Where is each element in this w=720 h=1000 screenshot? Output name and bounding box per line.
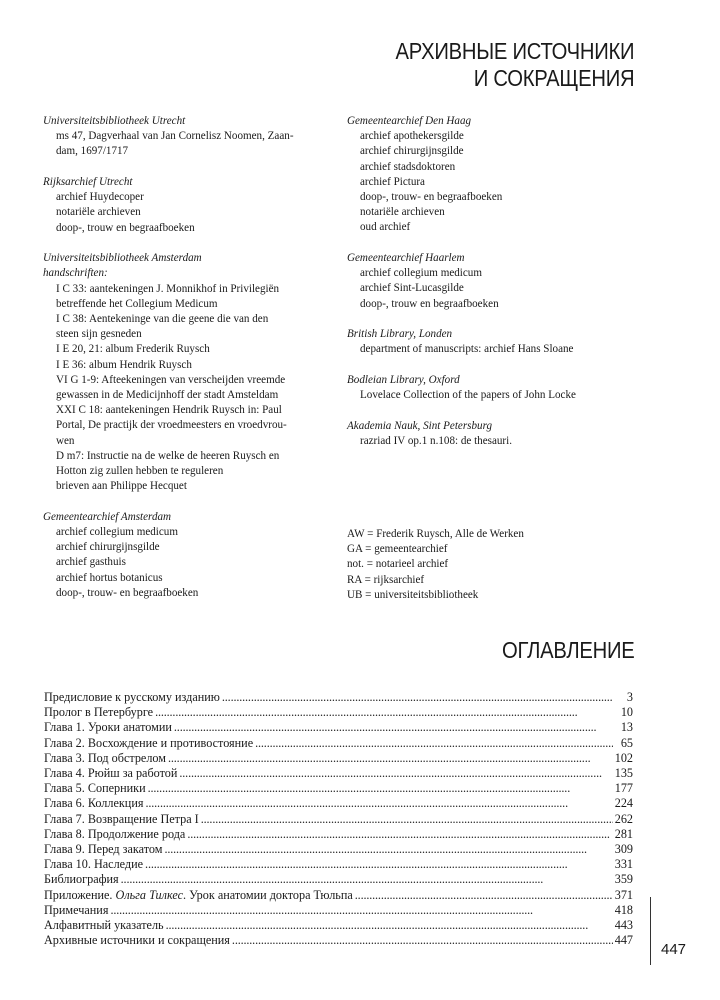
- archive-group-title: Rijksarchief Utrecht: [43, 176, 133, 188]
- toc-entry-title: Примечания: [44, 902, 109, 917]
- toc-leader-dots: [172, 720, 613, 735]
- toc-entry[interactable]: [44, 796, 633, 811]
- toc-entry-page: 13: [620, 720, 633, 735]
- toc-entry-page: 224: [614, 796, 633, 811]
- toc-leader-dots: [177, 766, 613, 781]
- toc-heading: ОГЛАВЛЕНИЕ: [501, 637, 634, 663]
- archive-item: I E 20, 21: album Frederik Ruysch: [56, 343, 210, 356]
- abbreviation: GA = gemeentearchief: [347, 543, 448, 556]
- archive-group-title: Universiteitsbibliotheek Amsterdam: [43, 252, 202, 265]
- archive-item: oud archief: [360, 221, 411, 234]
- archive-group-title: Universiteitsbibliotheek Utrecht: [43, 115, 186, 127]
- archive-group-british-library: [347, 327, 647, 357]
- toc-leader-dots: [153, 705, 613, 720]
- archive-group-akademia-nauk: [347, 419, 647, 449]
- archive-item: VI G 1-9: Afteekeningen van verscheijden vreemde: [56, 373, 286, 386]
- toc-entry-page: 371: [614, 887, 633, 902]
- toc-entry-title: Библиография: [44, 872, 119, 887]
- archive-group-title: British Library, Londen: [347, 328, 453, 341]
- archive-item: doop-, trouw en begraafboeken: [56, 221, 195, 234]
- archives-left-column: [43, 114, 343, 601]
- toc-leader-dots: [353, 888, 613, 903]
- toc-leader-dots: [253, 736, 613, 751]
- archive-item: brieven aan Philippe Hecquet: [56, 480, 187, 493]
- toc-entry[interactable]: [44, 857, 633, 872]
- archive-item: doop-, trouw en begraafboeken: [360, 297, 499, 310]
- archive-item: I E 36: album Hendrik Ruysch: [56, 358, 192, 371]
- toc-entry-title: Глава 8. Продолжение рода: [44, 826, 186, 841]
- archive-item: XXI C 18: aantekeningen Hendrik Ruysch in: Paul: [56, 404, 282, 417]
- archive-item: ms 47, Dagverhaal van Jan Cornelisz Noomen, Zaan-: [56, 130, 294, 143]
- archive-item: archief Sint-Lucasgilde: [360, 282, 464, 295]
- toc-entry-page: 309: [614, 842, 633, 857]
- toc-entry[interactable]: [44, 690, 633, 705]
- toc-entry-title: Архивные источники и сокращения: [44, 933, 230, 948]
- abbreviation: not. = notarieel archief: [347, 558, 449, 571]
- toc-entry-title: Глава 5. Соперники: [44, 781, 146, 796]
- toc-entry[interactable]: [44, 720, 633, 735]
- archive-item: D m7: Instructie na de welke de heeren Ruysch en: [56, 449, 280, 462]
- toc-entry-title: Алфавитный указатель: [44, 918, 164, 933]
- toc-leader-dots: [143, 857, 613, 872]
- archive-item: archief Pictura: [360, 175, 425, 188]
- abbreviation: AW = Frederik Ruysch, Alle de Werken: [347, 528, 524, 540]
- toc-entry-page: 359: [614, 872, 633, 887]
- toc-entry-page: 10: [620, 705, 633, 720]
- toc-entry-title-prefix: Приложение.: [44, 887, 116, 902]
- toc-entry-title: Предисловие к русскому изданию: [44, 690, 220, 704]
- toc-entry[interactable]: [44, 736, 633, 751]
- toc-entry[interactable]: [44, 705, 633, 720]
- archive-group-title: Gemeentearchief Haarlem: [347, 252, 465, 265]
- toc-entry-title: [44, 888, 353, 903]
- archive-group-ga-amsterdam: [43, 510, 343, 601]
- toc-entry-page: 443: [614, 918, 633, 933]
- toc-leader-dots: [230, 933, 613, 948]
- archive-item: archief collegium medicum: [56, 526, 178, 539]
- archive-item: archief collegium medicum: [360, 267, 482, 280]
- toc-leader-dots: [166, 751, 613, 766]
- abbreviations-list: [347, 527, 647, 603]
- archive-item: archief stadsdoktoren: [360, 160, 456, 173]
- toc-entry-title: Глава 2. Восхождение и противостояние: [44, 735, 254, 750]
- archive-group-title: Bodleian Library, Oxford: [347, 374, 460, 387]
- archive-group-subtitle: handschriften:: [43, 267, 108, 280]
- archive-group-ra-utrecht: [43, 175, 343, 236]
- archive-group-bodleian: [347, 373, 647, 403]
- toc-entry-page: 177: [614, 781, 633, 796]
- toc-entry-title: Глава 7. Возвращение Петра I: [44, 811, 199, 826]
- toc-entry[interactable]: [44, 918, 633, 933]
- toc-entry-author: Ольга Тилкес: [115, 887, 184, 902]
- toc-entry[interactable]: [44, 872, 633, 887]
- toc-entry[interactable]: [44, 751, 633, 766]
- archive-item: archief gasthuis: [56, 556, 126, 569]
- toc-entry-title-suffix: . Урок анатомии доктора Тюльпа: [183, 887, 353, 902]
- toc-entry[interactable]: [44, 781, 633, 796]
- archive-item: betreffende het Collegium Medicum: [56, 297, 218, 310]
- archive-item: Hotton zig zullen hebben te reguleren: [56, 465, 224, 478]
- page-number: 447: [661, 941, 687, 958]
- toc-entry-title: Глава 6. Коллекция: [44, 796, 144, 811]
- archives-right-column: [347, 114, 647, 449]
- archive-item: dam, 1697/1717: [56, 145, 129, 158]
- archive-item: doop-, trouw- en begraafboeken: [56, 586, 199, 599]
- archive-item: gewassen in de Medicijnhoff der stadt Amsteldam: [56, 389, 279, 402]
- toc-leader-dots: [164, 918, 613, 933]
- archive-group-title: Akademia Nauk, Sint Petersburg: [347, 419, 493, 432]
- archive-item: I C 33: aantekeningen J. Monnikhof in Privilegiën: [56, 282, 280, 295]
- archive-item: doop-, trouw- en begraafboeken: [360, 191, 503, 204]
- archive-group-ga-haarlem: [347, 251, 647, 312]
- archive-item: archief chirurgijnsgilde: [56, 541, 160, 554]
- archive-group-ub-amsterdam: [43, 251, 343, 494]
- toc-entry-page: 447: [614, 933, 633, 948]
- toc-leader-dots: [143, 796, 613, 811]
- archive-item: wen: [56, 434, 75, 447]
- archives-heading-line2: И СОКРАЩЕНИЯ: [473, 65, 634, 91]
- archive-group-ga-den-haag: [347, 114, 647, 236]
- toc-entry-title: Глава 9. Перед закатом: [44, 842, 163, 857]
- abbreviation: RA = rijksarchief: [347, 573, 425, 586]
- toc-entry[interactable]: [44, 827, 633, 842]
- toc-entry-title: Глава 1. Уроки анатомии: [44, 720, 172, 735]
- archive-item: steen sijn gesneden: [56, 328, 142, 341]
- archive-item: department of manuscripts: archief Hans Sloane: [360, 343, 574, 356]
- toc-entry[interactable]: [44, 812, 633, 827]
- archive-group-title: Gemeentearchief Den Haag: [347, 115, 472, 127]
- archive-group-title: Gemeentearchief Amsterdam: [43, 510, 172, 523]
- toc-leader-dots: [146, 781, 613, 796]
- archives-heading-line1: АРХИВНЫЕ ИСТОЧНИКИ: [395, 38, 634, 64]
- archive-group-ub-utrecht: [43, 114, 343, 160]
- page-number-rule: [650, 897, 651, 965]
- archive-item: notariële archieven: [360, 206, 445, 219]
- table-of-contents: [44, 690, 633, 948]
- archive-item: archief hortus botanicus: [56, 571, 163, 584]
- archives-heading: [395, 38, 634, 92]
- toc-entry-page: 102: [614, 750, 633, 765]
- toc-entry[interactable]: [44, 888, 633, 903]
- toc-leader-dots: [162, 842, 613, 857]
- toc-entry[interactable]: [44, 842, 633, 857]
- toc-entry[interactable]: [44, 933, 633, 948]
- toc-entry-page: 281: [614, 826, 633, 841]
- archive-item: notariële archieven: [56, 206, 141, 219]
- toc-leader-dots: [185, 827, 613, 842]
- archive-item: archief chirurgijnsgilde: [360, 145, 464, 158]
- toc-entry-title: Глава 3. Под обстрелом: [44, 750, 166, 765]
- toc-entry-page: 262: [614, 811, 633, 826]
- toc-leader-dots: [199, 812, 613, 827]
- archive-item: archief apothekersgilde: [360, 130, 464, 143]
- toc-entry-page: 135: [614, 766, 633, 781]
- toc-entry-page: 418: [614, 902, 633, 917]
- toc-leader-dots: [220, 690, 613, 705]
- toc-entry-page: 65: [620, 735, 633, 750]
- toc-entry-page: 331: [614, 857, 633, 872]
- archive-item: Lovelace Collection of the papers of John Locke: [360, 389, 576, 402]
- toc-entry-title: Пролог в Петербурге: [44, 705, 154, 720]
- toc-leader-dots: [119, 872, 613, 887]
- archive-item: I C 38: Aentekeninge van die geene die van den: [56, 313, 269, 326]
- archive-item: razriad IV op.1 n.108: de thesauri.: [360, 435, 512, 448]
- toc-leader-dots: [108, 903, 613, 918]
- toc-entry[interactable]: [44, 903, 633, 918]
- abbreviation: UB = universiteitsbibliotheek: [347, 588, 479, 601]
- toc-entry-title: Глава 4. Рюйш за работой: [44, 766, 178, 781]
- toc-entry[interactable]: [44, 766, 633, 781]
- toc-entry-title: Глава 10. Наследие: [44, 857, 144, 872]
- archive-item: Portal, De practijk der vroedmeesters en vroedvrou-: [56, 419, 287, 432]
- toc-entry-page: 3: [626, 690, 633, 704]
- archive-item: archief Huydecoper: [56, 191, 144, 204]
